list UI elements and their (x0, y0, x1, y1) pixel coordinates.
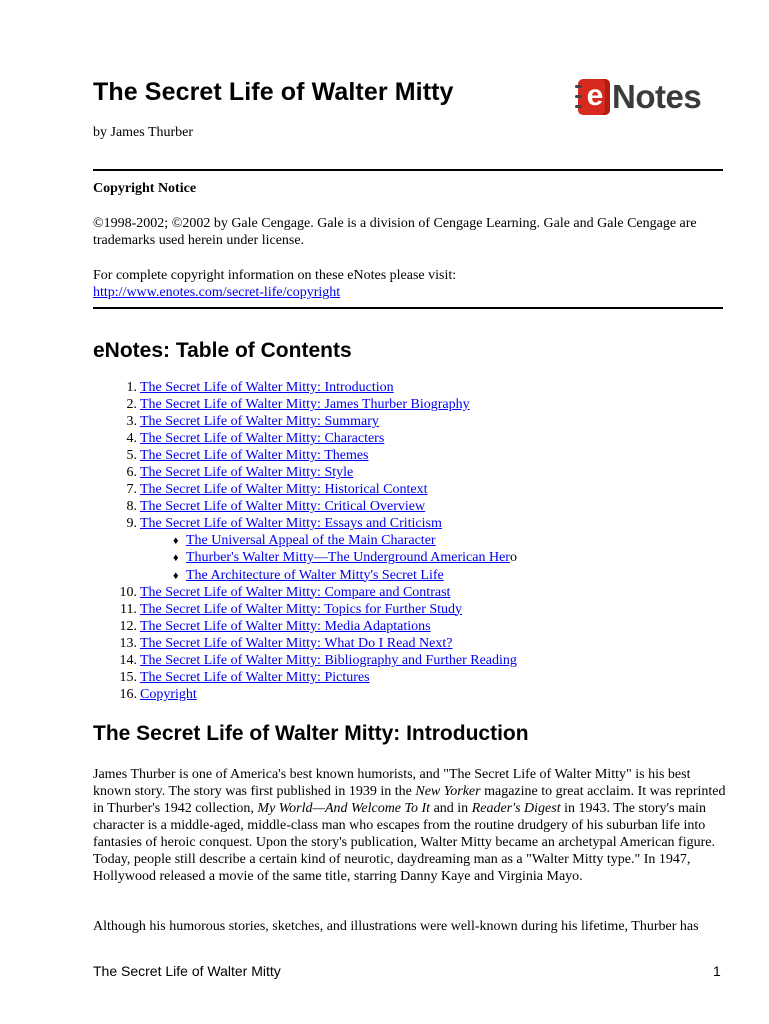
toc-link[interactable]: The Secret Life of Walter Mitty: Pictures (140, 669, 370, 685)
toc-item-number: 11. (120, 601, 137, 617)
enotes-logo (578, 77, 701, 117)
toc-item-number: 1. (126, 380, 137, 395)
toc-link[interactable]: Copyright (140, 686, 197, 702)
publication-title: Reader's Digest (471, 801, 561, 816)
toc-item (93, 652, 733, 669)
toc-link[interactable]: The Secret Life of Walter Mitty: What Do I Read Next? (140, 635, 453, 651)
toc-item (93, 618, 733, 635)
toc-item (93, 447, 733, 464)
toc-link[interactable]: The Secret Life of Walter Mitty: Themes (140, 448, 369, 464)
diamond-bullet-icon: ♦ (173, 552, 179, 565)
toc-item (93, 396, 733, 413)
toc-item-number: 4. (126, 431, 137, 447)
toc-link[interactable]: The Secret Life of Walter Mitty: Critical Overview (140, 499, 426, 515)
toc-item-number: 13. (119, 635, 137, 651)
toc-subitem (93, 532, 733, 549)
toc-item (93, 430, 733, 447)
toc-item-number: 12. (119, 618, 137, 634)
toc-link[interactable]: The Secret Life of Walter Mitty: James Thurber Biography (140, 397, 470, 413)
toc-link[interactable]: The Secret Life of Walter Mitty: Introduction (140, 380, 394, 395)
toc-item (93, 584, 733, 601)
diamond-bullet-icon: ♦ (173, 535, 179, 548)
toc-sublink[interactable]: Thurber's Walter Mitty—The Underground American Her (186, 550, 510, 566)
table-of-contents (93, 379, 733, 703)
copyright-link[interactable]: http://www.enotes.com/secret-life/copyright (93, 285, 341, 300)
intro-paragraph-2: Although his humorous stories, sketches, and illustrations were well-known during his lifetime, Thurber has (93, 919, 699, 934)
document-title: The Secret Life of Walter Mitty (93, 78, 454, 106)
divider (93, 307, 723, 309)
publication-title: My World—And Welcome To It (257, 801, 431, 816)
intro-text: and in (430, 801, 472, 816)
toc-item-number: 5. (126, 448, 137, 464)
logo-wordmark: Notes (612, 78, 702, 115)
toc-subitem (93, 567, 733, 584)
toc-item-number: 15. (119, 669, 137, 685)
footer-title: The Secret Life of Walter Mitty (93, 963, 281, 979)
copyright-text: ©1998-2002; ©2002 by Gale Cengage. Gale is a division of Cengage Learning. Gale and Gale Cengage are trademarks used herein under license. (93, 216, 697, 248)
intro-text: magazine to great acclaim. It was reprinted in Thurber's 1942 collection, (93, 784, 726, 816)
toc-link[interactable]: The Secret Life of Walter Mitty: Characters (140, 431, 385, 447)
toc-link[interactable]: The Secret Life of Walter Mitty: Essays and Criticism (140, 516, 442, 532)
toc-item (93, 669, 733, 686)
toc-link[interactable]: The Secret Life of Walter Mitty: Topics for Further Study (140, 601, 463, 617)
intro-text: James Thurber is one of America's best known humorists, and "The Secret Life of Walter Mitty" is his best known story. The story was first published in 1939 in the (93, 767, 691, 799)
toc-sublink[interactable]: The Universal Appeal of the Main Character (186, 533, 436, 549)
page-number: 1 (713, 963, 721, 979)
toc-item-number: 9. (126, 516, 137, 532)
toc-item-number: 8. (126, 499, 137, 515)
divider (93, 169, 723, 171)
copyright-heading: Copyright Notice (93, 181, 197, 196)
copyright-info-text: For complete copyright information on these eNotes please visit: (93, 268, 457, 283)
toc-link[interactable]: The Secret Life of Walter Mitty: Bibliography and Further Reading (140, 652, 517, 668)
enotes-logo-icon (578, 79, 610, 115)
byline: by James Thurber (93, 125, 194, 140)
publication-title: New Yorker (415, 784, 481, 799)
toc-link[interactable]: The Secret Life of Walter Mitty: Historical Context (140, 482, 428, 498)
toc-link[interactable]: The Secret Life of Walter Mitty: Media Adaptations (140, 618, 431, 634)
toc-subitem (93, 549, 733, 566)
intro-heading: The Secret Life of Walter Mitty: Introduction (93, 722, 529, 745)
toc-item (93, 464, 733, 481)
toc-link[interactable]: The Secret Life of Walter Mitty: Summary (140, 414, 379, 430)
copyright-info (93, 267, 728, 301)
toc-item (93, 635, 733, 652)
toc-sublink-tail: o (509, 550, 517, 566)
toc-item (93, 515, 733, 532)
toc-item-number: 6. (126, 465, 137, 481)
toc-sublink[interactable]: The Architecture of Walter Mitty's Secret Life (186, 567, 444, 583)
toc-link[interactable]: The Secret Life of Walter Mitty: Compare and Contrast (140, 584, 451, 600)
toc-item-number: 2. (126, 397, 137, 413)
toc-item (93, 686, 733, 703)
toc-item-number: 3. (126, 414, 137, 430)
toc-item (93, 481, 733, 498)
intro-paragraph (93, 766, 728, 885)
toc-item-number: 16. (119, 686, 137, 702)
logo-mark-letter: e (586, 78, 604, 112)
toc-link[interactable]: The Secret Life of Walter Mitty: Style (140, 465, 354, 481)
toc-item (93, 601, 733, 618)
toc-item-number: 10. (119, 584, 137, 600)
toc-item-number: 7. (126, 482, 137, 498)
toc-item (93, 379, 733, 396)
diamond-bullet-icon: ♦ (173, 569, 179, 582)
toc-item-number: 14. (119, 652, 137, 668)
toc-heading: eNotes: Table of Contents (93, 339, 352, 362)
toc-item (93, 413, 733, 430)
toc-item (93, 498, 733, 515)
intro-text: in 1943. The story's main character is a middle-aged, middle-class man who escapes from the routine drudgery of his suburban life into fantasies of heroic conquest. Upon the story's publication, Walter Mitty became an archetypal American figure. Today, people still describe a certain kind of neurotic, daydreaming man as a "Walter Mitty type." In 1947, Hollywood released a movie of the same title, starring Danny Kaye and Virginia Mayo. (93, 801, 715, 884)
